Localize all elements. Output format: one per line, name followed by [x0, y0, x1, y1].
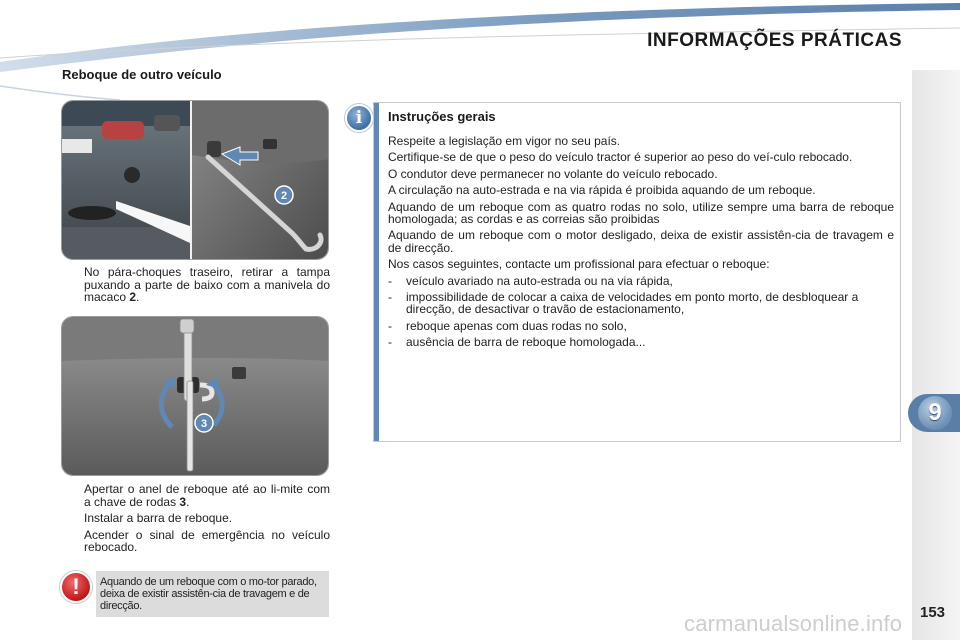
arrow-bullet-icon [62, 266, 84, 304]
info-icon: i [345, 104, 373, 132]
list-item: No pára-choques traseiro, retirar a tampa puxando a parte de baixo com a manivela do macaco 2. [62, 266, 330, 304]
info-paragraph: A circulação na auto-estrada e na via rápida é proibida aquando de um reboque. [388, 183, 816, 198]
watermark: carmanualsonline.info [684, 611, 903, 636]
page-number: 153 [920, 604, 946, 621]
info-paragraph: Aquando de um reboque com as quatro rodas no solo, utilize sempre uma barra de reboque homologada; as cordas e as correias são proibidas [388, 199, 894, 227]
chapter-tab[interactable] [908, 394, 960, 432]
info-panel-accent-bar [374, 103, 379, 441]
illustration-tow-ring [61, 316, 329, 476]
page-title: INFORMAÇÕES PRÁTICAS [647, 30, 902, 51]
list-item: Apertar o anel de reboque até ao li-mite com a chave de rodas 3. [62, 483, 330, 508]
info-body [388, 135, 894, 353]
steps-remove-cover [62, 266, 330, 308]
info-paragraph: Certifique-se de que o peso do veículo tractor é superior ao peso do veí-culo rebocado. [388, 150, 853, 165]
list-item: - reboque apenas com duas rodas no solo, [388, 318, 627, 333]
info-paragraph: Aquando de um reboque com o motor desligado, deixa de existir assistên-cia de travagem e de direcção. [388, 228, 894, 255]
callout-3: 3 [200, 418, 208, 430]
list-item: Instalar a barra de reboque. [62, 512, 330, 525]
steps-tow-ring [62, 483, 330, 558]
warning-text: Aquando de um reboque com o mo-tor parado, deixa de existir assistên-cia de travagem e de direcção. [100, 576, 317, 612]
info-heading: Instruções gerais [388, 109, 496, 124]
info-paragraph: Respeite a legislação em vigor no seu país. [388, 134, 621, 148]
arrow-bullet-icon [62, 512, 84, 525]
list-item: - impossibilidade de colocar a caixa de velocidades em ponto morto, de desbloquear a direcção, de desactivar o travão de estacionamento, [388, 290, 859, 317]
chapter-number: 9 [918, 396, 952, 430]
list-item: Acender o sinal de emergência no veículo rebocado. [62, 529, 330, 554]
car-rear-cover-illustration [62, 101, 329, 260]
page-header [0, 0, 960, 60]
arrow-bullet-icon [62, 483, 84, 508]
warning-box [96, 571, 329, 617]
tow-ring-wrench-illustration [62, 317, 329, 476]
callout-2: 2 [280, 190, 288, 202]
header-swoosh-decoration [0, 0, 960, 110]
right-margin-band [912, 70, 960, 640]
warning-icon: ! [60, 571, 92, 603]
illustration-remove-cover [61, 100, 329, 260]
info-panel-general-instructions [373, 102, 901, 442]
list-item: - veículo avariado na auto-estrada ou na via rápida, [388, 273, 673, 288]
info-paragraph: O condutor deve permanecer no volante do veículo rebocado. [388, 166, 718, 181]
arrow-bullet-icon [62, 529, 84, 554]
info-paragraph: Nos casos seguintes, contacte um profissional para efectuar o reboque: [388, 257, 770, 272]
section-title: Reboque de outro veículo [62, 67, 222, 82]
list-item: - ausência de barra de reboque homologada... [388, 335, 646, 350]
